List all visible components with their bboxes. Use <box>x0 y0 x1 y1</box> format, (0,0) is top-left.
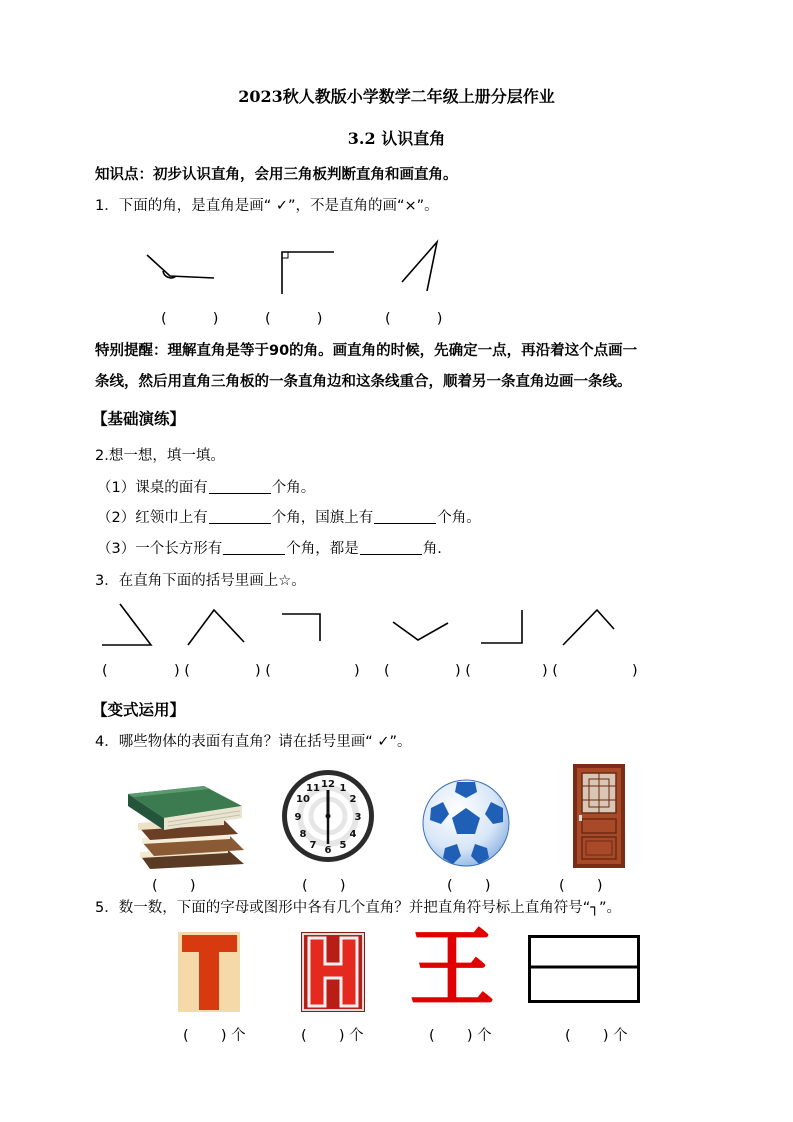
tip-line-1: 特别提醒：理解直角是等于90的角。画直角的时候，先确定一点，再沿着这个点画一 <box>95 343 638 359</box>
clock-image <box>280 766 376 866</box>
question-4: 4．哪些物体的表面有直角？请在括号里画“ ✓”。 <box>95 734 412 750</box>
question-1: 1．下面的角，是直角是画“ ✓”，不是直角的画“×”。 <box>95 198 439 214</box>
q2-sub-2-suffix: 个角。 <box>437 510 481 526</box>
q2-blank-5[interactable] <box>360 540 422 555</box>
clock-num-3: 3 <box>354 812 362 823</box>
q3-paren-2[interactable]: ) ( <box>174 663 190 679</box>
q3-angle-6 <box>563 610 614 645</box>
clock-num-12: 12 <box>321 779 335 790</box>
character-wang-figure: 王 <box>409 919 495 1019</box>
q3-angle-4 <box>393 622 448 640</box>
clock-num-1: 1 <box>339 783 347 794</box>
q2-sub-3 <box>97 540 442 558</box>
page-title: 2023秋人教版小学数学二年级上册分层作业 <box>238 87 555 106</box>
door-image <box>572 763 626 869</box>
q3-angle-2 <box>188 610 244 645</box>
q1-angle-right <box>282 252 334 294</box>
q1-answer-1[interactable]: ( ) <box>161 311 219 327</box>
section-basic-practice: 【基础演练】 <box>92 410 186 428</box>
clock-num-8: 8 <box>299 829 307 840</box>
q3-paren-close-3[interactable]: ) <box>354 663 360 679</box>
page-subtitle: 3.2 认识直角 <box>347 129 446 148</box>
clock-num-11: 11 <box>306 783 320 794</box>
soccer-ball-image <box>421 778 511 868</box>
q2-sub-3-mid: 个角，都是 <box>286 541 359 557</box>
q2-sub-3-suffix: 角. <box>422 541 442 557</box>
q3-paren-6[interactable]: ) ( <box>542 663 558 679</box>
clock-num-7: 7 <box>309 840 317 851</box>
q5-answer-t[interactable]: ( ) 个 <box>183 1028 246 1044</box>
q5-answer-wang[interactable]: ( ) 个 <box>429 1028 492 1044</box>
q2-sub-1-suffix: 个角。 <box>271 480 316 496</box>
q4-answer-clock[interactable]: ( ) <box>302 878 346 894</box>
books-image <box>120 772 250 872</box>
clock-num-10: 10 <box>296 794 310 805</box>
clock-num-9: 9 <box>294 812 302 823</box>
q4-answer-books[interactable]: ( ) <box>152 878 196 894</box>
q3-angle-5 <box>481 610 522 643</box>
question-5: 5．数一数，下面的字母或图形中各有几个直角？并把直角符号标上直角符号“┐”。 <box>95 900 621 916</box>
q4-answer-door[interactable]: ( ) <box>559 878 603 894</box>
q1-answer-3[interactable]: ( ) <box>385 311 443 327</box>
q3-paren-close-6[interactable]: ) <box>632 663 638 679</box>
clock-num-6: 6 <box>324 845 332 856</box>
q2-sub-1 <box>97 479 315 497</box>
q4-answer-ball[interactable]: ( ) <box>447 878 491 894</box>
q2-blank-2[interactable] <box>209 509 271 524</box>
q2-blank-1[interactable] <box>209 479 271 494</box>
q1-answer-2[interactable]: ( ) <box>265 311 323 327</box>
q3-paren-open-4[interactable]: ( <box>384 663 390 679</box>
divided-rectangle-figure <box>528 935 640 1003</box>
q3-paren-3[interactable]: ) ( <box>255 663 271 679</box>
clock-num-5: 5 <box>339 840 347 851</box>
tip-line-2: 条线，然后用直角三角板的一条直角边和这条线重合，顺着另一条直角边画一条线。 <box>95 374 632 390</box>
letter-t-figure <box>178 932 240 1012</box>
q1-angle-acute <box>402 242 437 291</box>
question-3: 3．在直角下面的括号里画上☆。 <box>95 573 306 589</box>
q2-sub-2-mid: 个角，国旗上有 <box>271 510 374 526</box>
letter-h-figure <box>301 932 365 1012</box>
q2-blank-4[interactable] <box>223 540 285 555</box>
q1-angle-obtuse <box>147 255 214 278</box>
q3-paren-5[interactable]: ) ( <box>455 663 471 679</box>
q3-paren-open-1[interactable]: ( <box>102 663 108 679</box>
knowledge-point: 知识点：初步认识直角，会用三角板判断直角和画直角。 <box>95 167 458 183</box>
q2-sub-2 <box>97 509 481 527</box>
q2-sub-3-prefix: （3）一个长方形有 <box>97 541 223 557</box>
q2-sub-1-prefix: （1）课桌的面有 <box>97 480 208 496</box>
q3-angle-3 <box>282 614 320 641</box>
q5-answer-h[interactable]: ( ) 个 <box>301 1028 364 1044</box>
clock-num-2: 2 <box>349 794 357 805</box>
question-2: 2.想一想，填一填。 <box>95 448 225 464</box>
q2-sub-2-prefix: （2）红领巾上有 <box>97 510 208 526</box>
section-variant-practice: 【变式运用】 <box>92 701 186 719</box>
q5-answer-rectangle[interactable]: ( ) 个 <box>565 1028 628 1044</box>
q3-angle-1 <box>102 604 151 645</box>
q2-blank-3[interactable] <box>374 509 436 524</box>
clock-num-4: 4 <box>349 829 357 840</box>
